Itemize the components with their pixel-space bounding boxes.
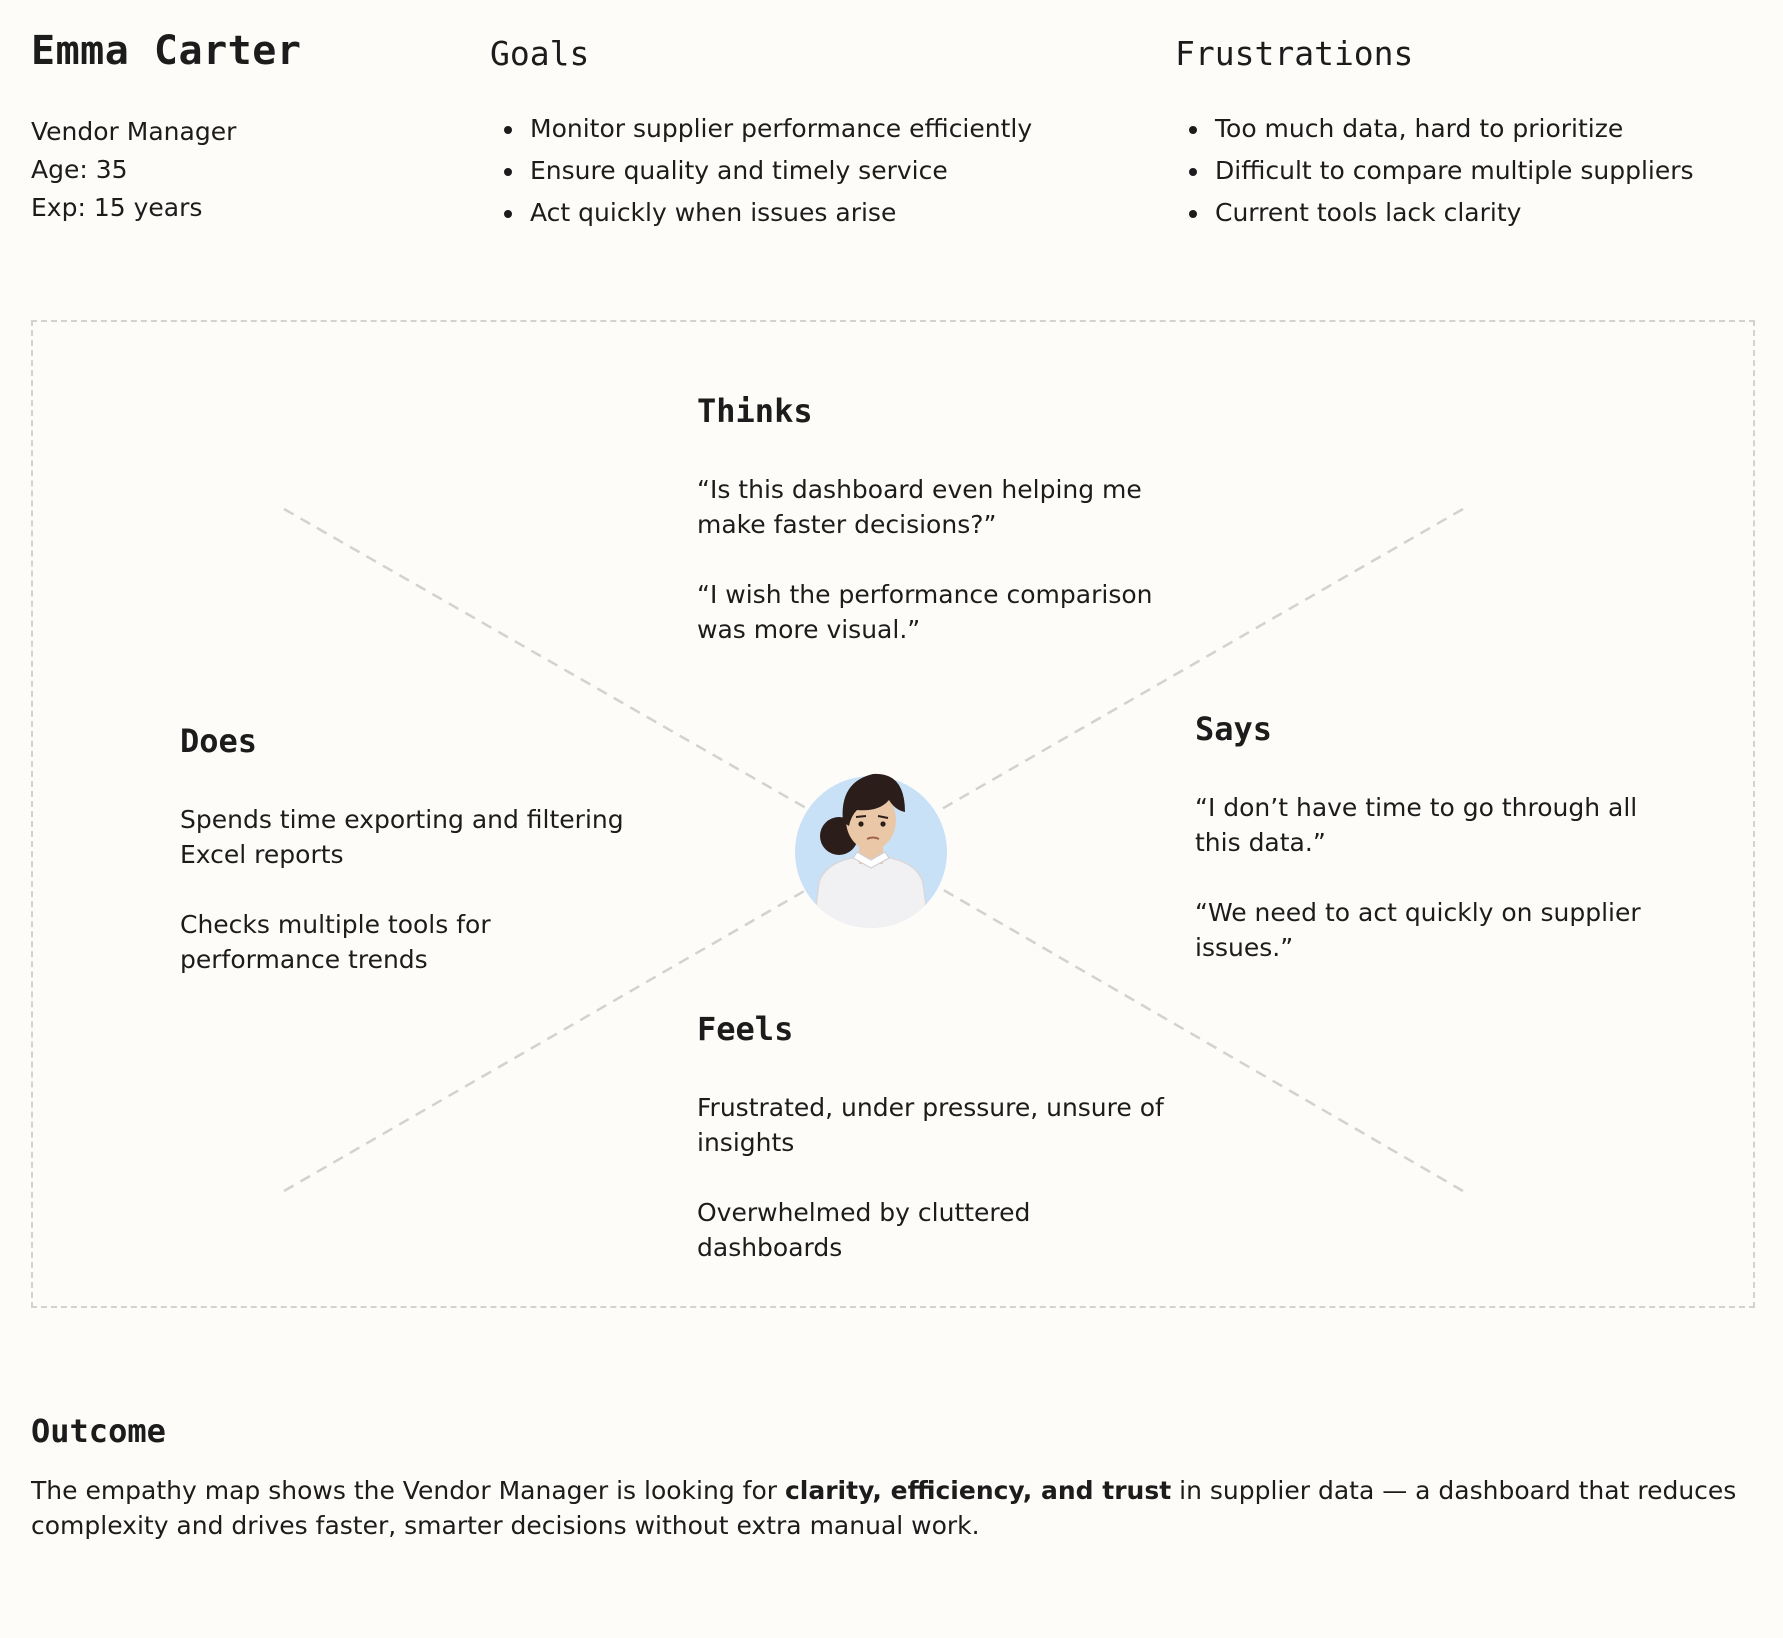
persona-role: Vendor Manager [31, 117, 237, 146]
says-title: Says [1195, 710, 1273, 748]
persona-age: Age: 35 [31, 155, 128, 184]
does-item: Spends time exporting and filtering Excel reports [180, 805, 624, 869]
frustration-item: Difficult to compare multiple suppliers [1175, 150, 1694, 192]
goals-section [490, 34, 1032, 234]
feels-title: Feels [697, 1010, 794, 1048]
outcome-text-bold: clarity, efficiency, and trust [784, 1476, 1172, 1505]
thinks-title: Thinks [697, 392, 813, 430]
goal-item: Ensure quality and timely service [490, 150, 1032, 192]
frustrations-heading: Frustrations [1175, 34, 1414, 73]
feels-body [697, 1090, 1177, 1265]
says-body [1195, 790, 1665, 965]
feels-item: Frustrated, under pressure, unsure of insights [697, 1093, 1164, 1157]
quadrant-thinks [697, 392, 1157, 682]
outcome-title: Outcome [31, 1412, 166, 1450]
thinks-body [697, 472, 1157, 647]
does-body [180, 802, 640, 977]
persona-avatar [795, 760, 947, 930]
goal-item: Act quickly when issues arise [490, 192, 1032, 234]
outcome-text-after: in supplier data — a dashboard that reduces complexity and drives faster, smarter decisions without extra manual work. [31, 1476, 1737, 1540]
quadrant-says [1195, 710, 1665, 1000]
does-item: Checks multiple tools for performance trends [180, 910, 491, 974]
frustrations-list [1175, 108, 1694, 234]
frustration-item: Too much data, hard to prioritize [1175, 108, 1694, 150]
frustration-item: Current tools lack clarity [1175, 192, 1694, 234]
says-quote: “I don’t have time to go through all this data.” [1195, 793, 1638, 857]
persona-experience: Exp: 15 years [31, 193, 203, 222]
frustrations-section [1175, 34, 1694, 234]
does-title: Does [180, 722, 258, 760]
goals-list [490, 108, 1032, 234]
outcome-text-before: The empathy map shows the Vendor Manager is looking for [31, 1476, 785, 1505]
feels-item: Overwhelmed by cluttered dashboards [697, 1198, 1031, 1262]
says-quote: “We need to act quickly on supplier issues.” [1195, 898, 1641, 962]
persona-meta [31, 113, 236, 227]
thinks-quote: “Is this dashboard even helping me make faster decisions?” [697, 475, 1142, 539]
thinks-quote: “I wish the performance comparison was more visual.” [697, 580, 1153, 644]
quadrant-does [180, 722, 640, 1012]
persona-name: Emma Carter [31, 28, 302, 74]
goal-item: Monitor supplier performance efficiently [490, 108, 1032, 150]
goals-heading: Goals [490, 34, 590, 73]
quadrant-feels [697, 1010, 1177, 1300]
outcome-text [31, 1473, 1751, 1543]
avatar-illustration [795, 760, 947, 930]
